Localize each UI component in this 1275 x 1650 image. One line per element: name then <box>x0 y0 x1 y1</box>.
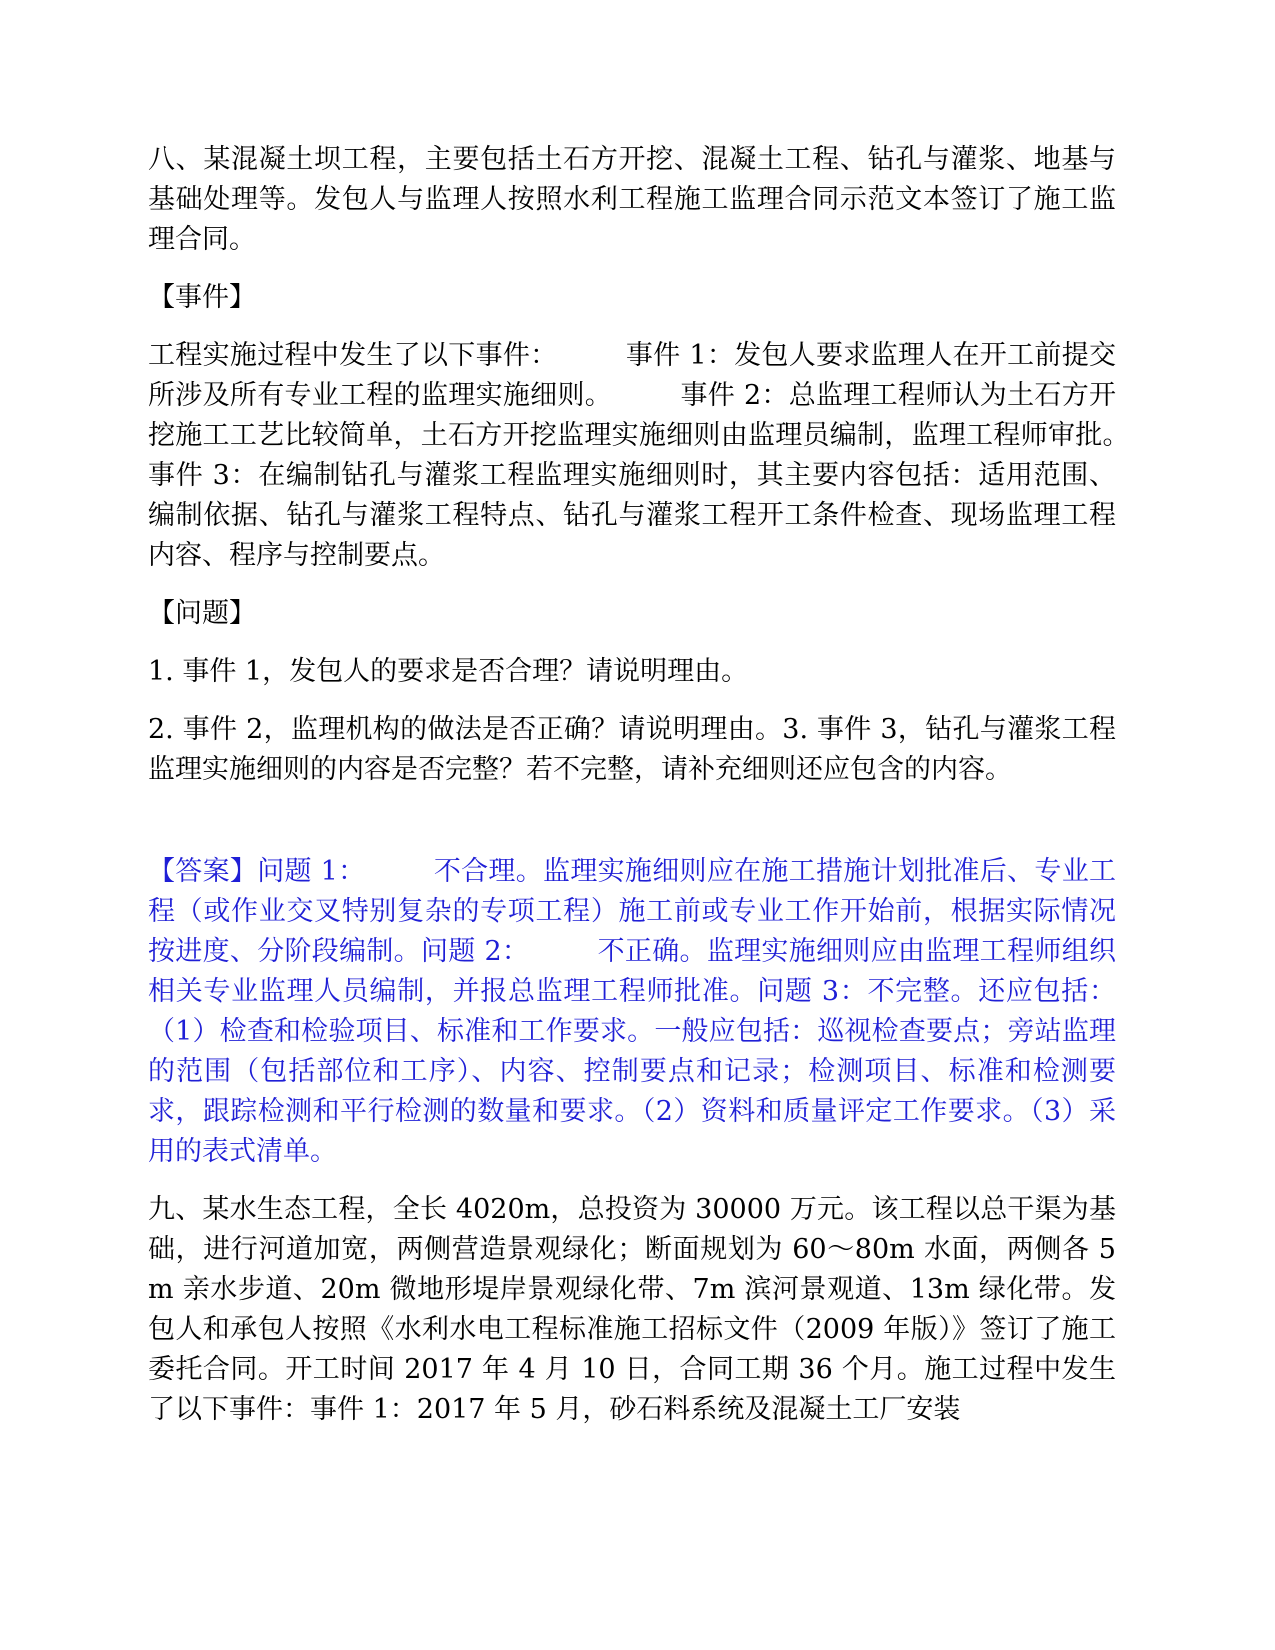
question-1: 1. 事件 1，发包人的要求是否合理？请说明理由。 <box>148 656 749 687</box>
document-page <box>148 140 1197 1448</box>
events-heading: 【事件】 <box>148 282 256 313</box>
events-text: 工程实施过程中发生了以下事件： 事件 1：发包人要求监理人在开工前提交所涉及所有专业工程的监理实施细则。 事件 2：总监理工程师认为土石方开挖施工工艺比较简单，土石方开挖监理实施细则由监理员编制，监理工程师审批。 事件 3：在编制钻孔与灌浆工程监理实施细则时，其主要内容包括：适用范围、编制依据、钻孔与灌浆工程特点、钻孔与灌浆工程开工条件检查、现场监理工程内容、程序与控制要点。 <box>148 340 1197 571</box>
question-8-intro: 八、某混凝土坝工程，主要包括土石方开挖、混凝土工程、钻孔与灌浆、地基与基础处理等。发包人与监理人按照水利工程施工监理合同示范文本签订了施工监理合同。 <box>148 144 1116 255</box>
answer-text: 【答案】问题 1： 不合理。监理实施细则应在施工措施计划批准后、专业工程（或作业交叉特别复杂的专项工程）施工前或专业工作开始前，根据实际情况按进度、分阶段编制。问题 2： 不正确。监理实施细则应由监理工程师组织相关专业监理人员编制，并报总监理工程师批准。问题 3：不完整。还应包括：（1）检查和检验项目、标准和工作要求。一般应包括：巡视检查要点；旁站监理的范围（包括部位和工序）、内容、控制要点和记录；检测项目、标准和检测要求，跟踪检测和平行检测的数量和要求。（2）资料和质量评定工作要求。（3）采用的表式清单。 <box>148 856 1116 1167</box>
section-spacer <box>148 808 1116 852</box>
question-2-3: 2. 事件 2，监理机构的做法是否正确？请说明理由。3. 事件 3，钻孔与灌浆工程监理实施细则的内容是否完整？若不完整，请补充细则还应包含的内容。 <box>148 714 1116 785</box>
question-9-intro: 九、某水生态工程，全长 4020m，总投资为 30000 万元。该工程以总干渠为基础，进行河道加宽，两侧营造景观绿化；断面规划为 60～80m 水面，两侧各 5m 亲水步道、20m 微地形堤岸景观绿化带、7m 滨河景观道、13m 绿化带。发包人和承包人按照《水利水电工程标准施工招标文件（2009 年版）》签订了施工委托合同。开工时间 2017 年 4 月 10 日，合同工期 36 个月。施工过程中发生了以下事件：事件 1：2017 年 5 月，砂石料系统及混凝土工厂安装 <box>148 1194 1116 1425</box>
questions-heading: 【问题】 <box>148 598 256 629</box>
